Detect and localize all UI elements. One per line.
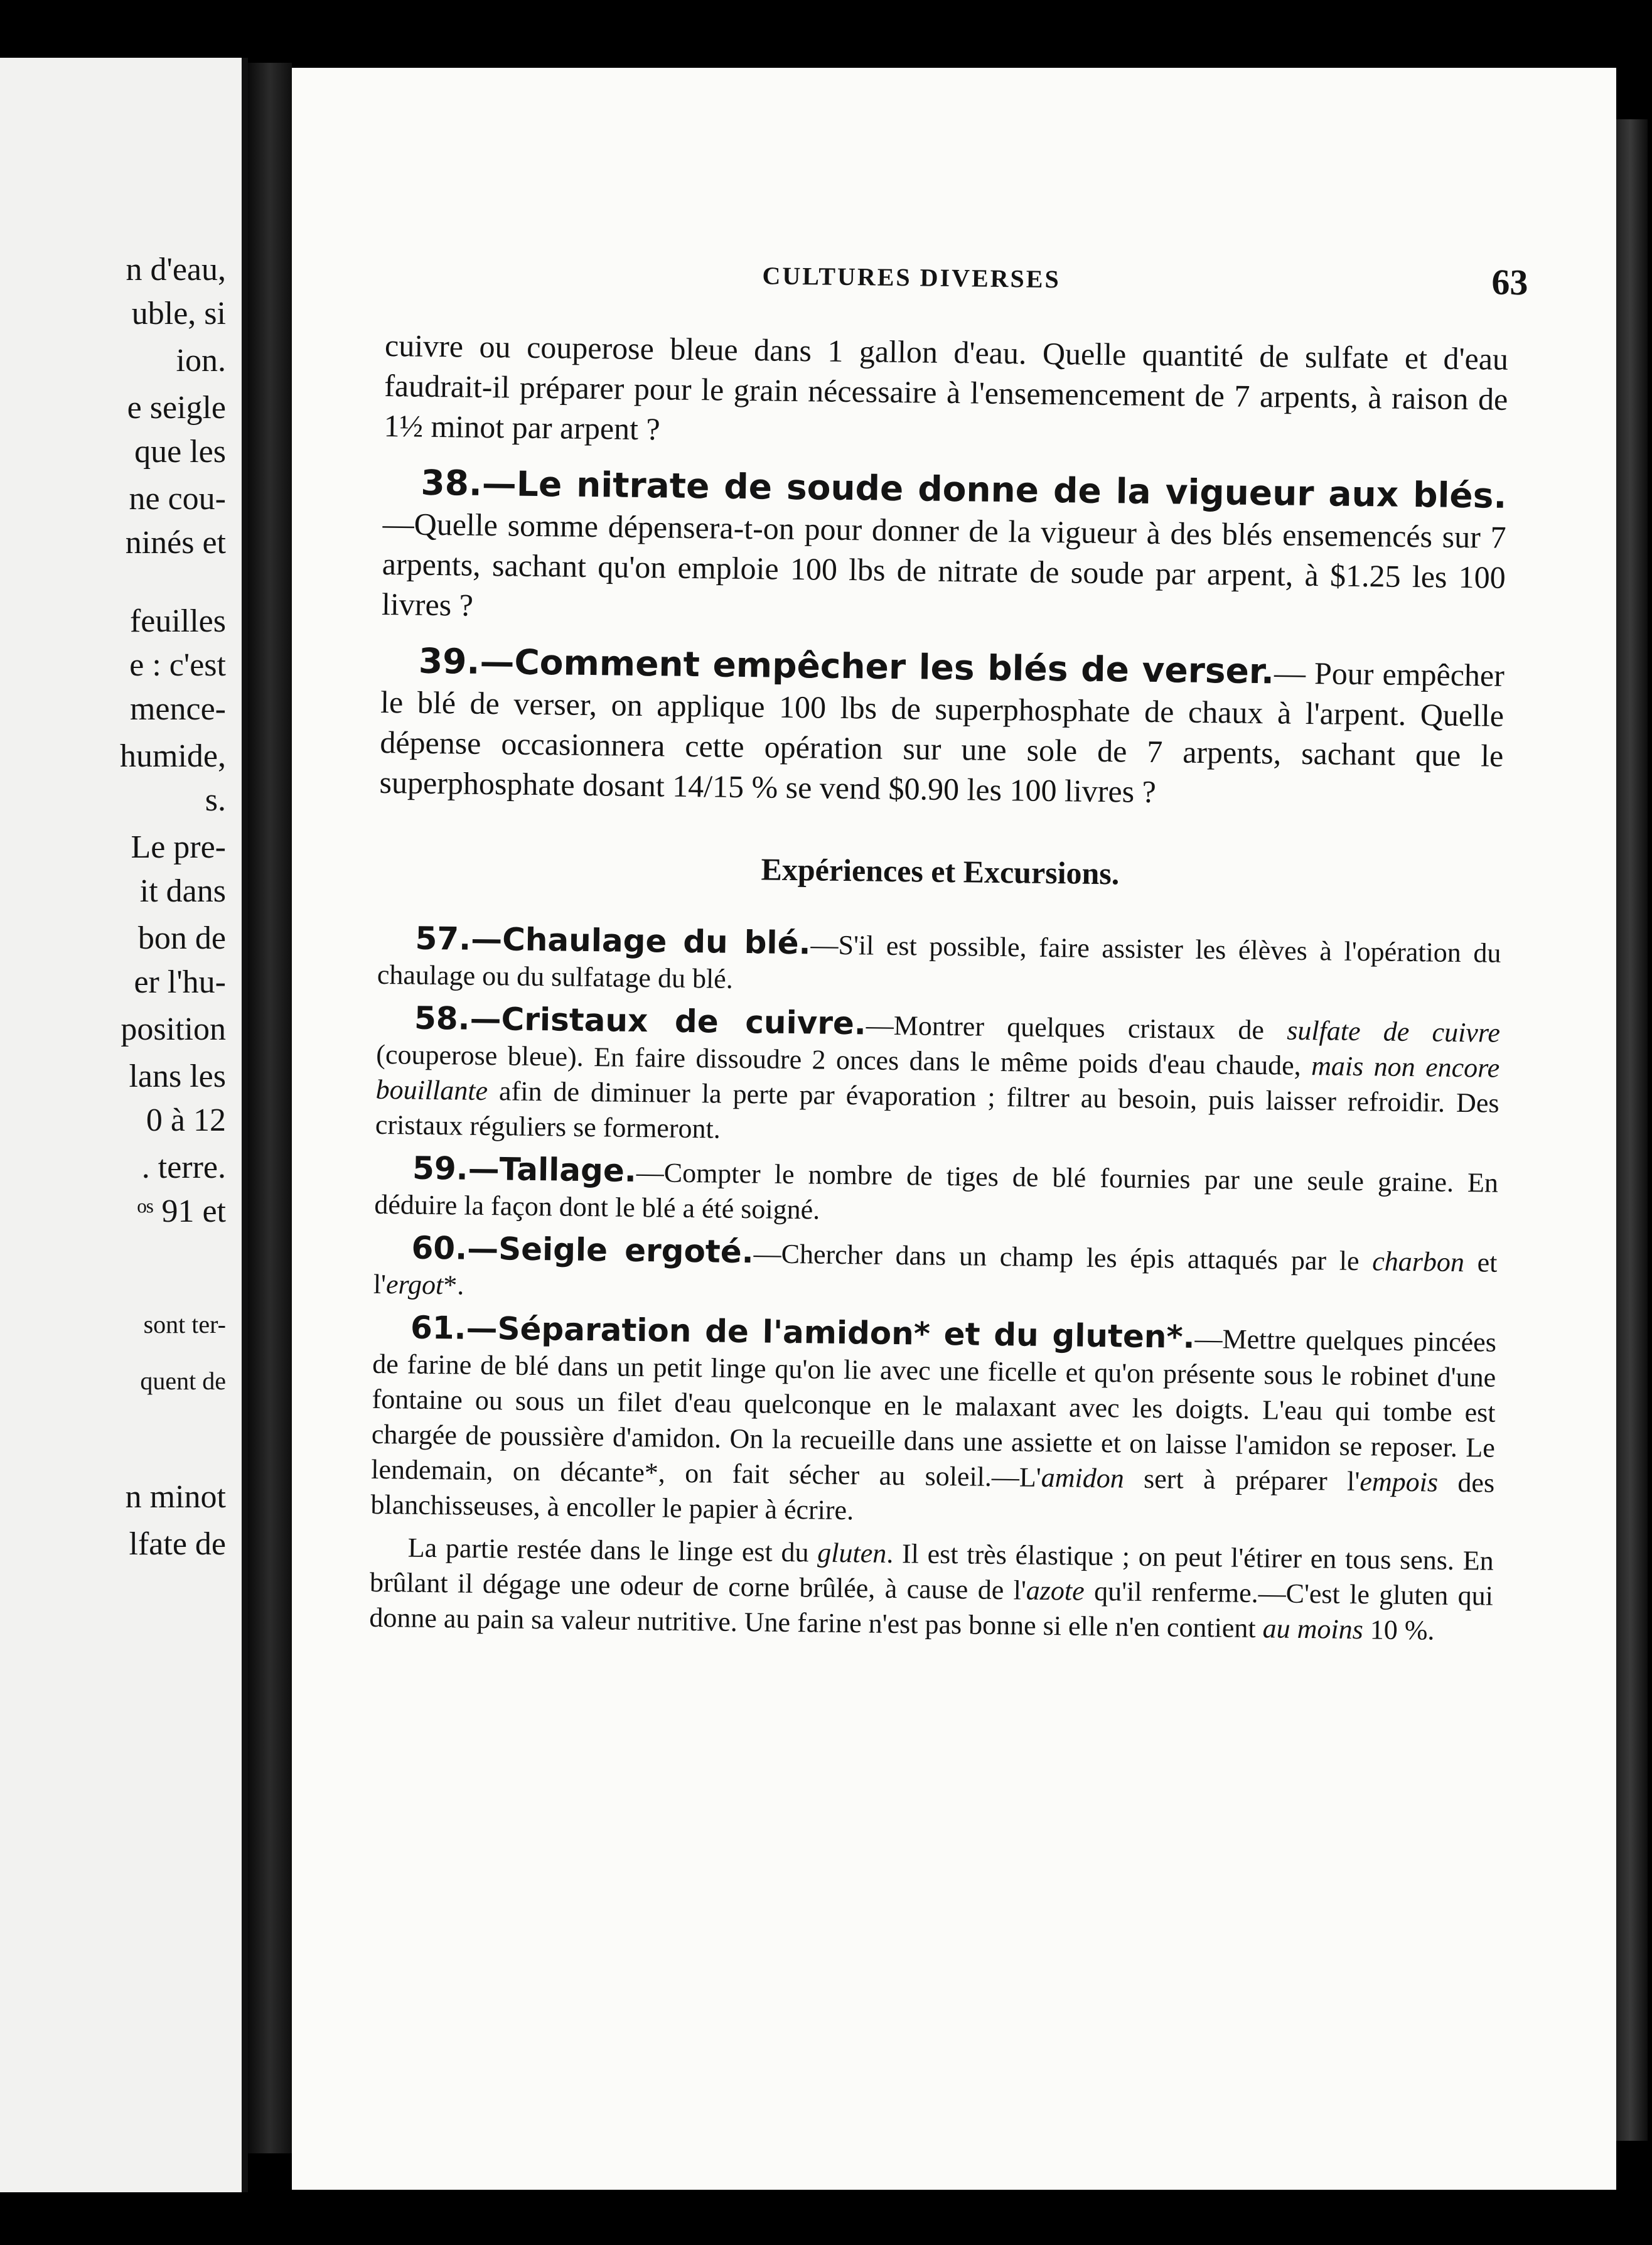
experience-title: —Séparation de l'amidon* et du gluten*. — [466, 1310, 1195, 1355]
experience-text: sert à préparer l' — [1124, 1463, 1360, 1497]
left-page-line-fragment: er l'hu- — [134, 964, 226, 1000]
left-page-line-fragment: n minot — [125, 1479, 226, 1515]
experience-text: —S'il est possible, faire assister les élèves à l'opération du chaulage ou du sulfatage du blé. — [377, 929, 1501, 994]
left-page-line-fragment: position — [121, 1011, 226, 1047]
experience-text: *. — [442, 1269, 464, 1301]
experience-italic: ergot — [385, 1269, 444, 1301]
left-page-line-fragment: 0 à 12 — [146, 1102, 226, 1138]
experience-number: 57. — [415, 920, 471, 957]
left-page-line-fragment: uble, si — [131, 296, 226, 331]
experience-text: des blanchisseuses, à encoller le papier à écrire. — [370, 1467, 1495, 1526]
left-page-line-fragment: . terre. — [141, 1149, 226, 1185]
left-page-line-fragment: sont ter- — [143, 1310, 226, 1338]
page-number: 63 — [1491, 261, 1528, 303]
experience-italic: amidon — [1041, 1462, 1125, 1494]
problem-39 — [379, 640, 1504, 816]
left-page — [0, 58, 248, 2192]
experience-60 — [373, 1230, 1498, 1316]
right-page — [292, 68, 1616, 2190]
experience-number: 60. — [411, 1229, 468, 1267]
left-page-line-fragment: Le pre- — [131, 829, 226, 865]
experience-text: afin de diminuer la perte par évaporation ; filtrer au besoin, puis laisser refroidir. Des cristaux réguliers se formeront. — [375, 1075, 1499, 1144]
problem-title: —Comment empêcher les blés de verser. — [480, 641, 1275, 692]
experience-number: 59. — [412, 1149, 469, 1187]
page-edge-shadow — [1613, 119, 1648, 2141]
experience-text: 10 %. — [1363, 1614, 1435, 1646]
experience-text: et l' — [373, 1247, 1498, 1300]
problem-number: 39. — [418, 640, 480, 682]
left-page-line-fragment: humide, — [120, 738, 226, 774]
left-page-line-fragment: s. — [205, 782, 226, 818]
experience-text: —Compter le nombre de tiges de blé fournies par une seule graine. En déduire la façon dont le blé a été soigné. — [374, 1156, 1499, 1225]
experience-title: —Tallage. — [468, 1150, 637, 1189]
experience-title: —Cristaux de cuivre. — [469, 1000, 867, 1042]
experience-italic: charbon — [1371, 1246, 1465, 1278]
experience-text: —Montrer quelques cristaux de — [866, 1009, 1287, 1046]
experience-text: qu'il renferme.—C'est le gluten qui donne au pain sa valeur nutritive. Une farine n'est pas bonne si elle n'en contient — [369, 1575, 1494, 1644]
problem-number: 38. — [421, 462, 483, 503]
experience-title: —Seigle ergoté. — [466, 1230, 754, 1271]
problem-37-continuation: cuivre ou couperose bleue dans 1 gallon d'eau. Quelle quantité de sulfate et d'eau faudrait-il préparer pour le grain nécessaire à l'ensemencement de 7 arpents, à raison de 1½ minot par arpent ? — [384, 327, 1509, 447]
book-gutter — [248, 63, 292, 2153]
experience-57 — [377, 920, 1501, 1006]
experience-61 — [370, 1310, 1496, 1536]
experience-text: —Chercher dans un champ les épis attaqués par le — [753, 1238, 1373, 1277]
left-page-line-fragment: ninés et — [125, 525, 226, 561]
running-head-title: CULTURES DIVERSES — [762, 261, 1061, 294]
problem-text: —Quelle somme dépensera-t-on pour donner de la vigueur à des blés ensemencés sur 7 arpents, sachant qu'on emploie 100 lbs de nitrate de soude par arpent, à $1.25 les 100 livres ? — [381, 505, 1506, 623]
left-page-line-fragment: ᵒˢ 91 et — [137, 1193, 226, 1229]
running-head — [385, 250, 1528, 339]
section-title-experiences: Expériences et Excursions. — [761, 851, 1120, 891]
experience-text: (couperose bleue). En faire dissoudre 2 onces dans le même poids d'eau chaude, — [376, 1038, 1312, 1082]
left-page-line-fragment: it dans — [139, 873, 226, 909]
page-content — [369, 250, 1528, 1649]
left-page-line-fragment: e : c'est — [129, 647, 226, 683]
problem-38 — [382, 462, 1507, 638]
experience-italic: mais non encore bouillante — [375, 1050, 1500, 1107]
left-page-line-fragment: lans les — [129, 1058, 226, 1094]
experience-59 — [374, 1150, 1498, 1236]
left-page-line-fragment: lfate de — [129, 1526, 226, 1562]
experience-text: . Il est très élastique ; on peut l'étirer en tous sens. En brûlant il dégage une odeur de corne brûlée, à cause de l' — [369, 1537, 1494, 1606]
experience-text: —Mettre quelques pincées de farine de blé dans un petit linge qu'on lie avec une ficelle et qu'on présente sous le robinet d'une fontaine ou sous un filet d'eau quelconque en le malaxant avec les doigts. L'eau qui tombe est chargée de poussière d'amidon. On la recueille dans une assiette et on laisse l'amidon se reposer. Le lendemain, on décante*, on fait sécher au soleil.—L' — [370, 1323, 1497, 1493]
left-page-line-fragment: que les — [134, 434, 226, 470]
problem-title: —Le nitrate de soude donne de la vigueur aux blés. — [481, 463, 1507, 516]
left-page-line-fragment: e seigle — [127, 390, 226, 426]
experience-italic: gluten — [817, 1537, 887, 1569]
experience-number: 58. — [414, 999, 470, 1037]
experience-italic: sulfate de cuivre — [1286, 1015, 1501, 1048]
problem-text: — Pour empêcher le blé de verser, on applique 100 lbs de superphosphate de chaux à l'arpent. Quelle dépense occasionnera cette opération sur une sole de 7 arpents, sachant que le superphosphate dosant 14/15 % se vend $0.90 les 100 livres ? — [379, 655, 1505, 810]
experience-italic: empois — [1360, 1466, 1439, 1498]
experience-58 — [375, 1000, 1501, 1156]
experience-number: 61. — [410, 1309, 466, 1347]
experience-61-paragraph-2 — [369, 1530, 1494, 1649]
left-page-line-fragment: feuilles — [129, 603, 226, 639]
left-page-line-fragment: n d'eau, — [126, 252, 226, 288]
experience-italic: au moins — [1262, 1613, 1364, 1645]
left-page-line-fragment: quent de — [140, 1367, 226, 1395]
experience-text: La partie restée dans le linge est du — [407, 1532, 818, 1568]
experience-title: —Chaulage du blé. — [470, 920, 811, 962]
left-page-line-fragment: ne cou- — [129, 481, 226, 517]
left-page-line-fragment: mence- — [129, 691, 226, 727]
left-page-line-fragment: ion. — [176, 343, 226, 379]
experience-italic: azote — [1026, 1575, 1085, 1607]
left-page-line-fragment: bon de — [137, 920, 226, 956]
